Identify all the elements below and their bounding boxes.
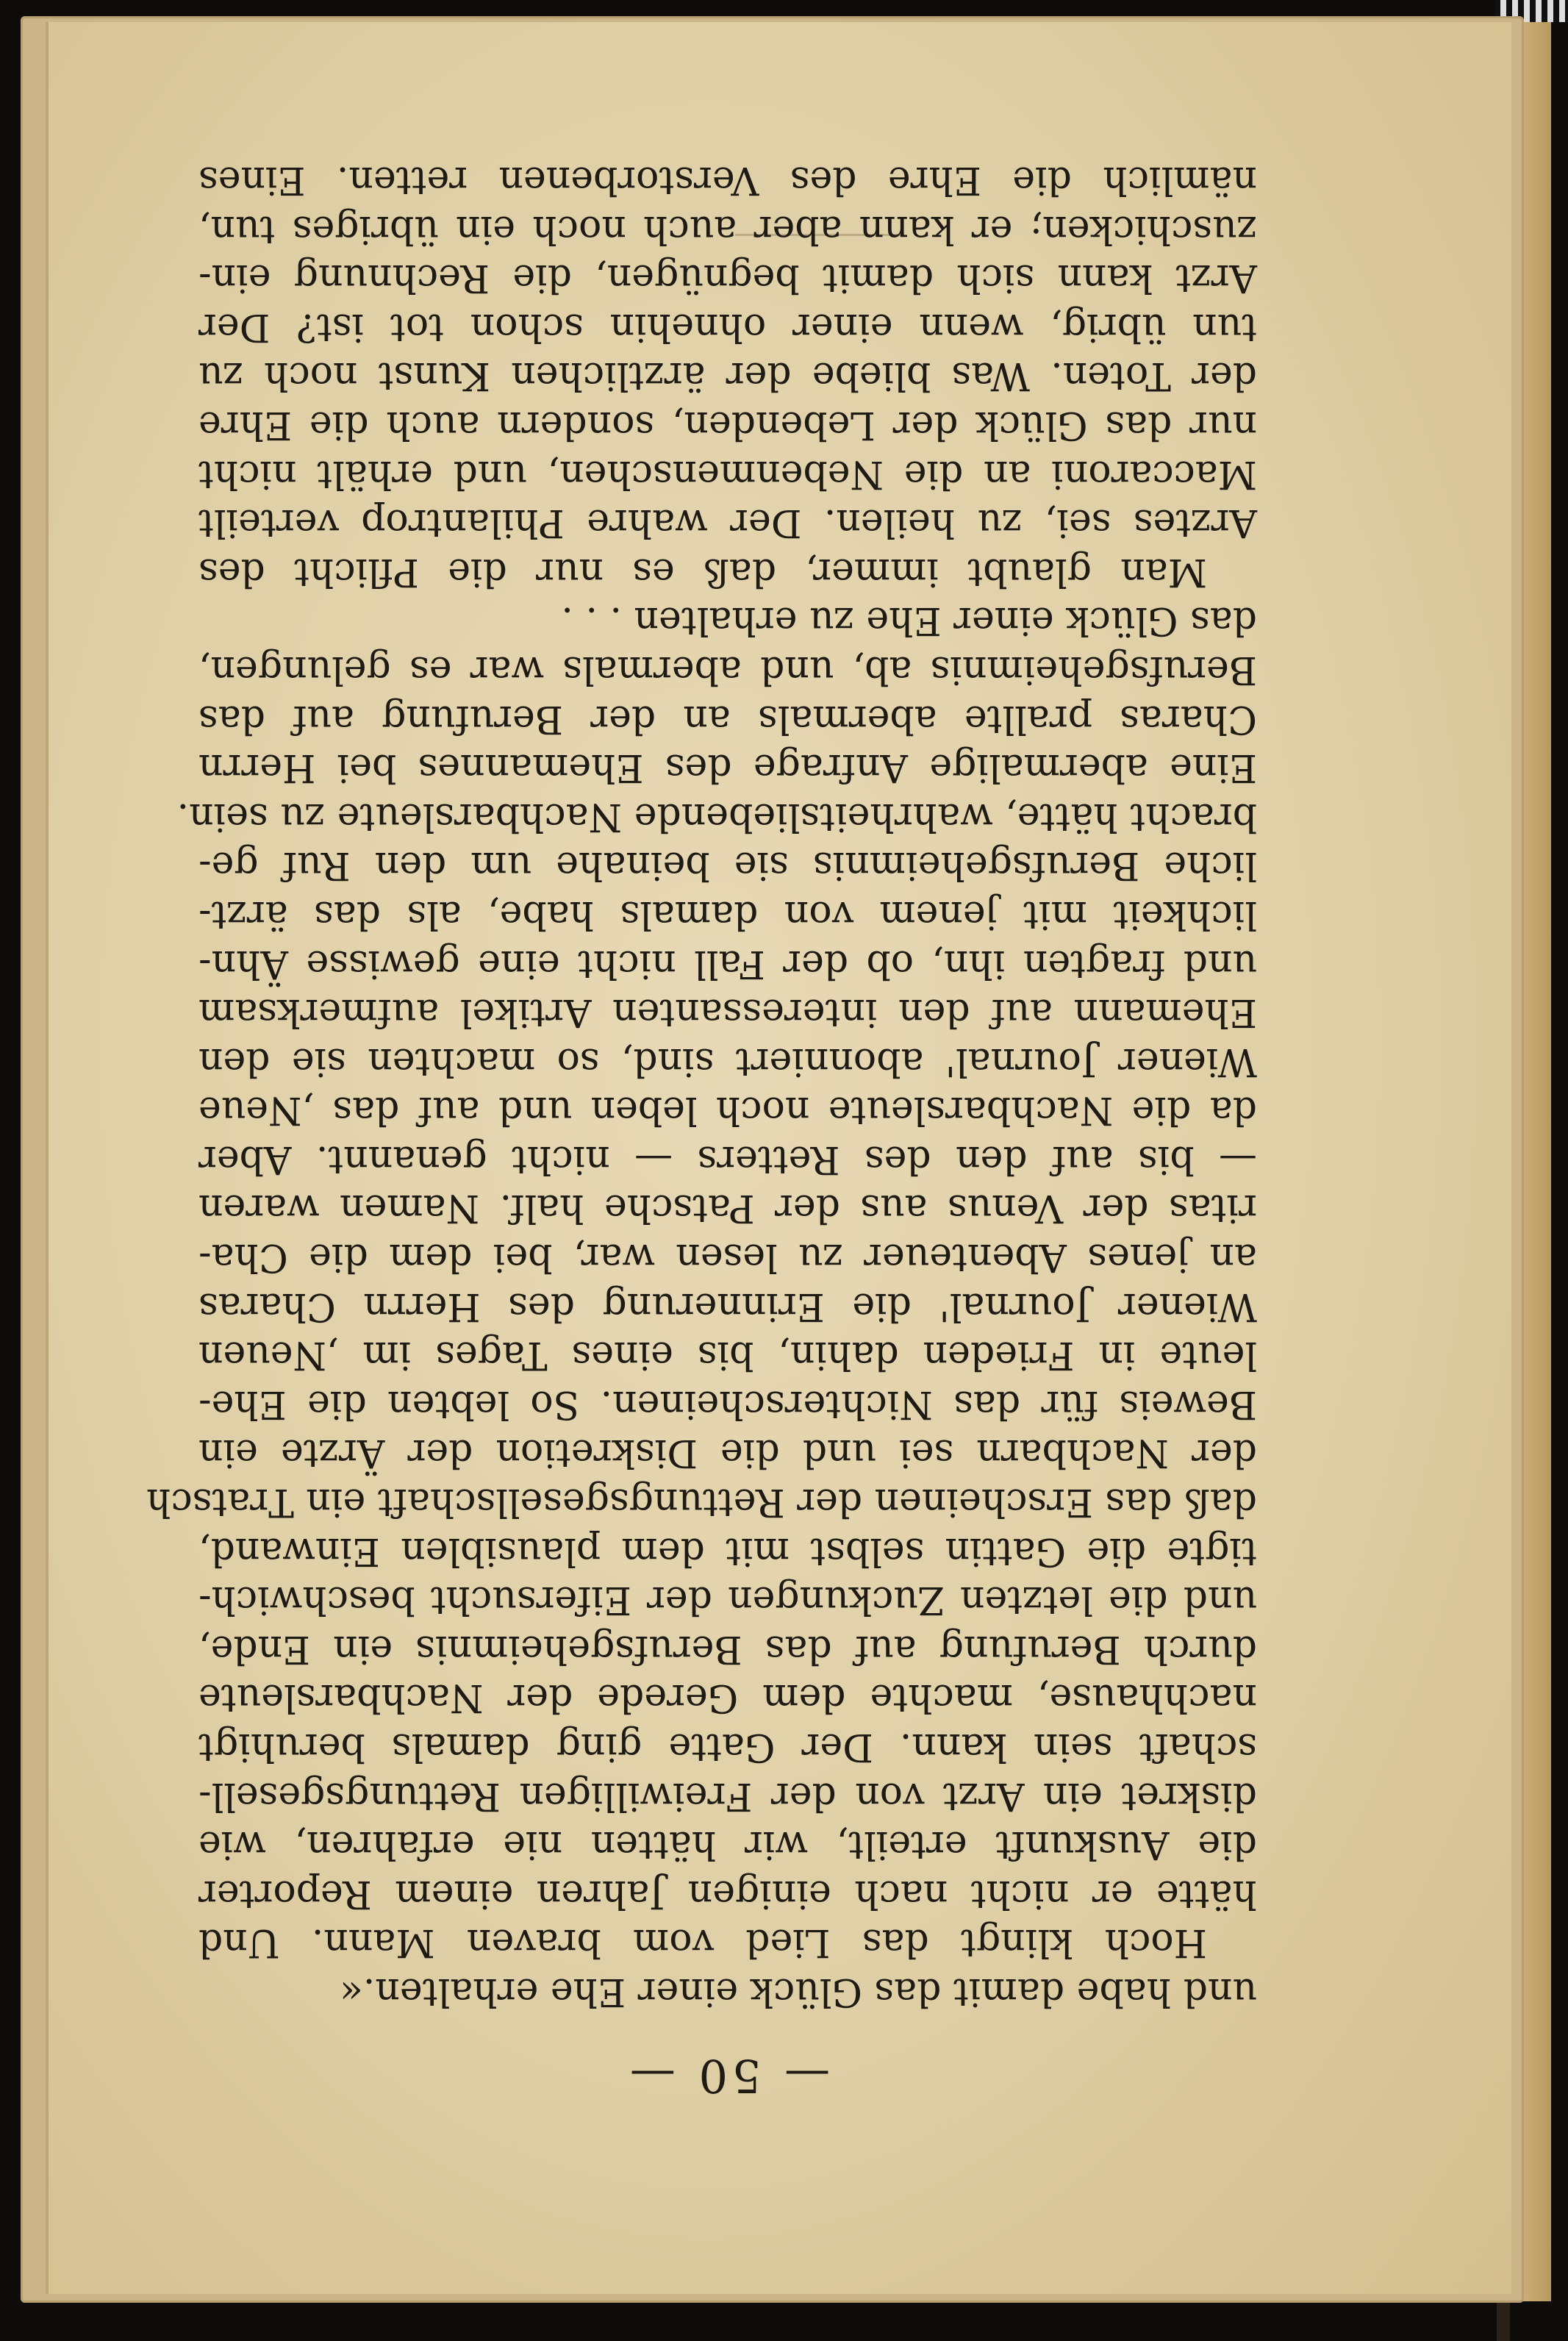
body-text (146, 155, 1257, 2016)
text-line: bracht hätte, wahrheitsliebende Nachbarsleute zu sein. (176, 794, 1257, 839)
text-line: ritas der Venus aus der Patsche half. Namen waren (198, 1186, 1257, 1231)
text-line: und habe damit das Glück einer Ehe erhalten.« (340, 1970, 1257, 2014)
text-line: die Auskunft erteilt, wir hätten nie erfahren, wie (198, 1823, 1257, 1868)
text-line: schaft sein kann. Der Gatte ging damals beruhigt (198, 1725, 1257, 1770)
text-line: da die Nachbarsleute noch leben und auf das ,Neue (198, 1088, 1257, 1133)
text-line: Hoch klingt das Lied vom braven Mann. Und (198, 1920, 1207, 1965)
text-line: Berufsgeheimnis ab, und abermals war es gelungen, (198, 647, 1257, 692)
page-number: — 50 — (625, 2049, 831, 2103)
text-line: hätte er nicht nach einigen Jahren einem Reporter (198, 1871, 1257, 1916)
text-line: lichkeit mit jenem von damals habe, als das ärzt- (198, 892, 1257, 937)
text-line: durch Berufung auf das Berufsgeheimnis ein Ende, (198, 1626, 1257, 1671)
text-line: Ehemann auf den interessanten Artikel aufmerksam (198, 990, 1257, 1035)
text-line: tigte die Gattin selbst mit dem plausiblen Einwand, (198, 1529, 1257, 1573)
text-line: tun übrig, wenn einer ohnehin schon tot ist? Der (198, 304, 1257, 349)
text-line: daß das Erscheinen der Rettungsgesellschaft ein Tratsch (146, 1480, 1257, 1525)
text-line: diskret ein Arzt von der Freiwilligen Rettungsgesell- (198, 1773, 1257, 1818)
text-line: nämlich die Ehre des Verstorbenen retten. Eines (198, 158, 1257, 203)
text-line: der Nachbarn sei und die Diskretion der Ärzte ein (198, 1431, 1257, 1476)
text-line: Arzt kann sich damit begnügen, die Rechnung ein- (198, 256, 1257, 301)
text-line: Wiener Journal' die Erinnerung des Herrn Charas (198, 1284, 1257, 1329)
text-line: der Toten. Was bliebe der ärztlichen Kunst noch zu (198, 354, 1257, 398)
text-line: Beweis für das Nichterscheinen. So lebten die Ehe- (198, 1382, 1257, 1426)
text-line: an jenes Abenteuer zu lesen war, bei dem die Cha- (198, 1235, 1257, 1280)
text-line: nur das Glück der Lebenden, sondern auch die Ehre (198, 403, 1257, 447)
text-line: — bis auf den des Retters — nicht genannt. Aber (198, 1137, 1257, 1182)
text-line: zuschicken; er kann aber auch noch ein übriges tun, (198, 207, 1257, 251)
text-line: und fragten ihn, ob der Fall nicht eine gewisse Ähn- (198, 941, 1257, 986)
text-line: liche Berufsgeheimnis sie beinahe um den Ruf ge- (198, 843, 1257, 888)
text-line: das Glück einer Ehe zu erhalten . . . (561, 598, 1257, 643)
text-line: Arztes sei, zu heilen. Der wahre Philantrop verteilt (198, 501, 1257, 546)
text-line: Man glaubt immer, daß es nur die Pflicht des (198, 549, 1207, 594)
text-line: Charas prallte abermals an der Berufung auf das (198, 696, 1257, 741)
text-line: Maccaroni an die Nebenmenschen, und erhält nicht (198, 451, 1257, 496)
text-line: nachhause, machte dem Gerede der Nachbarsleute (198, 1676, 1257, 1720)
text-line: Eine abermalige Anfrage des Ehemannes bei Herrn (198, 746, 1257, 790)
text-line: Wiener Journal' abonniert sind, so machten sie den (198, 1039, 1257, 1084)
upside-down-text-block (146, 158, 1257, 2103)
text-line: und die letzten Zuckungen der Eifersucht beschwich- (198, 1578, 1257, 1623)
text-line: leute in Frieden dahin, bis eines Tages im ,Neuen (198, 1333, 1257, 1378)
